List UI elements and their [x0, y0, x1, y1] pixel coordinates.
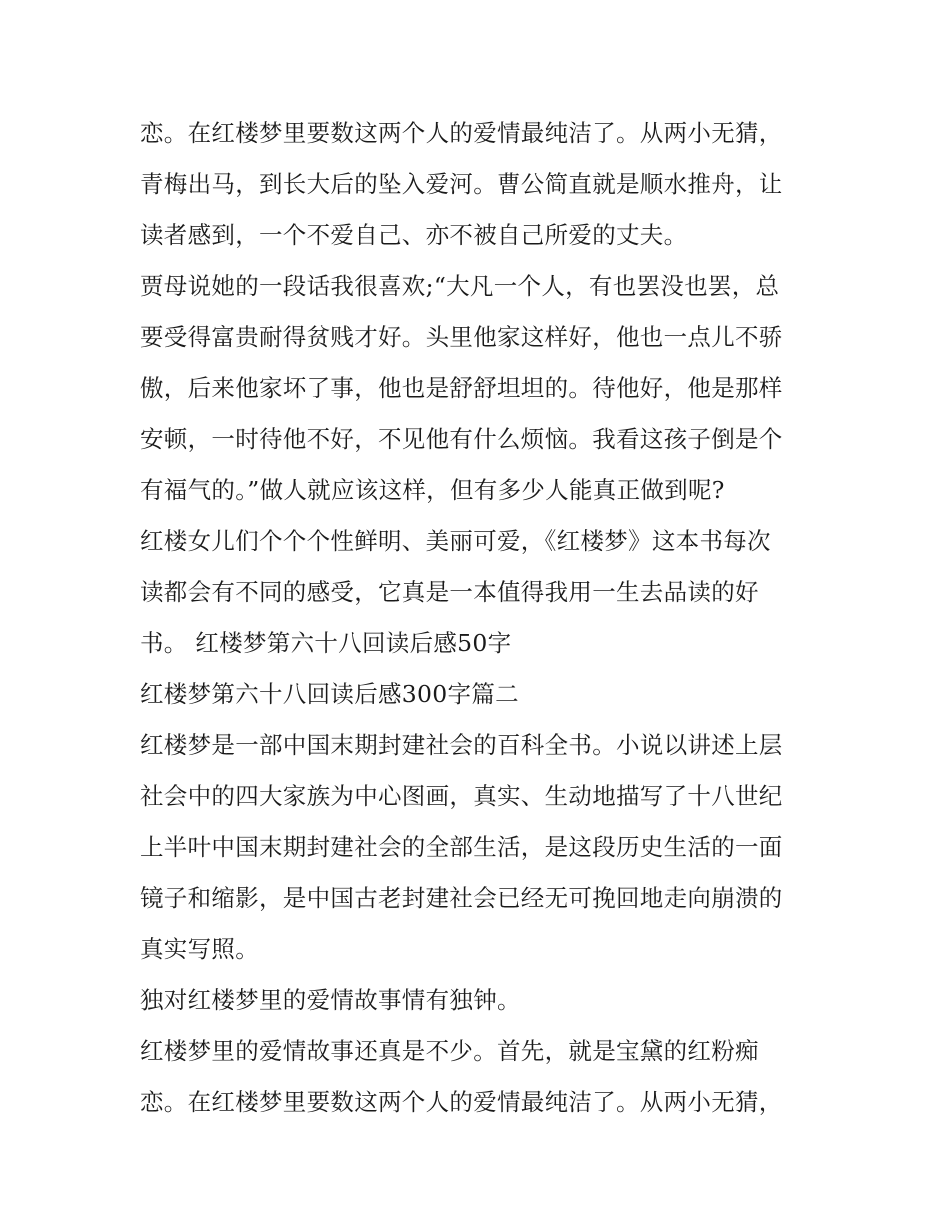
text-line: 青梅出马，到长大后的坠入爱河。曹公简直就是顺水推舟，让 [140, 170, 783, 198]
text-line: 红楼梦里的爱情故事还真是不少。首先，就是宝黛的红粉痴 [140, 1037, 759, 1065]
text-line: 镜子和缩影，是中国古老封建社会已经无可挽回地走向崩溃的 [140, 884, 783, 912]
text-line: 傲，后来他家坏了事，他也是舒舒坦坦的。待他好，他是那样 [140, 374, 783, 402]
section-heading: 红楼梦第六十八回读后感300字篇二 [140, 680, 519, 708]
text-line: 红楼梦是一部中国末期封建社会的百科全书。小说以讲述上层 [140, 731, 783, 759]
text-line: 上半叶中国末期封建社会的全部生活，是这段历史生活的一面 [140, 833, 783, 861]
text-line: 红楼女儿们个个个性鲜明、美丽可爱，《红楼梦》这本书每次 [140, 527, 771, 555]
text-line: 书。 红楼梦第六十八回读后感50字 [140, 629, 512, 657]
document-body-text [140, 108, 820, 1128]
text-line: 恋。在红楼梦里要数这两个人的爱情最纯洁了。从两小无猜， [140, 119, 783, 147]
text-line: 社会中的四大家族为中心图画，真实、生动地描写了十八世纪 [140, 782, 783, 810]
text-line: 读都会有不同的感受，它真是一本值得我用一生去品读的好 [140, 578, 759, 606]
text-line: 要受得富贵耐得贫贱才好。头里他家这样好，他也一点儿不骄 [140, 323, 783, 351]
text-line: 真实写照。 [140, 935, 259, 963]
text-line: 有福气的。”做人就应该这样，但有多少人能真正做到呢? [140, 476, 725, 504]
text-line: 贾母说她的一段话我很喜欢;“大凡一个人，有也罢没也罢，总 [140, 272, 780, 300]
text-line: 安顿，一时待他不好，不见他有什么烦恼。我看这孩子倒是个 [140, 425, 783, 453]
text-line: 恋。在红楼梦里要数这两个人的爱情最纯洁了。从两小无猜， [140, 1088, 783, 1116]
text-line: 读者感到，一个不爱自己、亦不被自己所爱的丈夫。 [140, 221, 688, 249]
text-line: 独对红楼梦里的爱情故事情有独钟。 [140, 986, 521, 1014]
